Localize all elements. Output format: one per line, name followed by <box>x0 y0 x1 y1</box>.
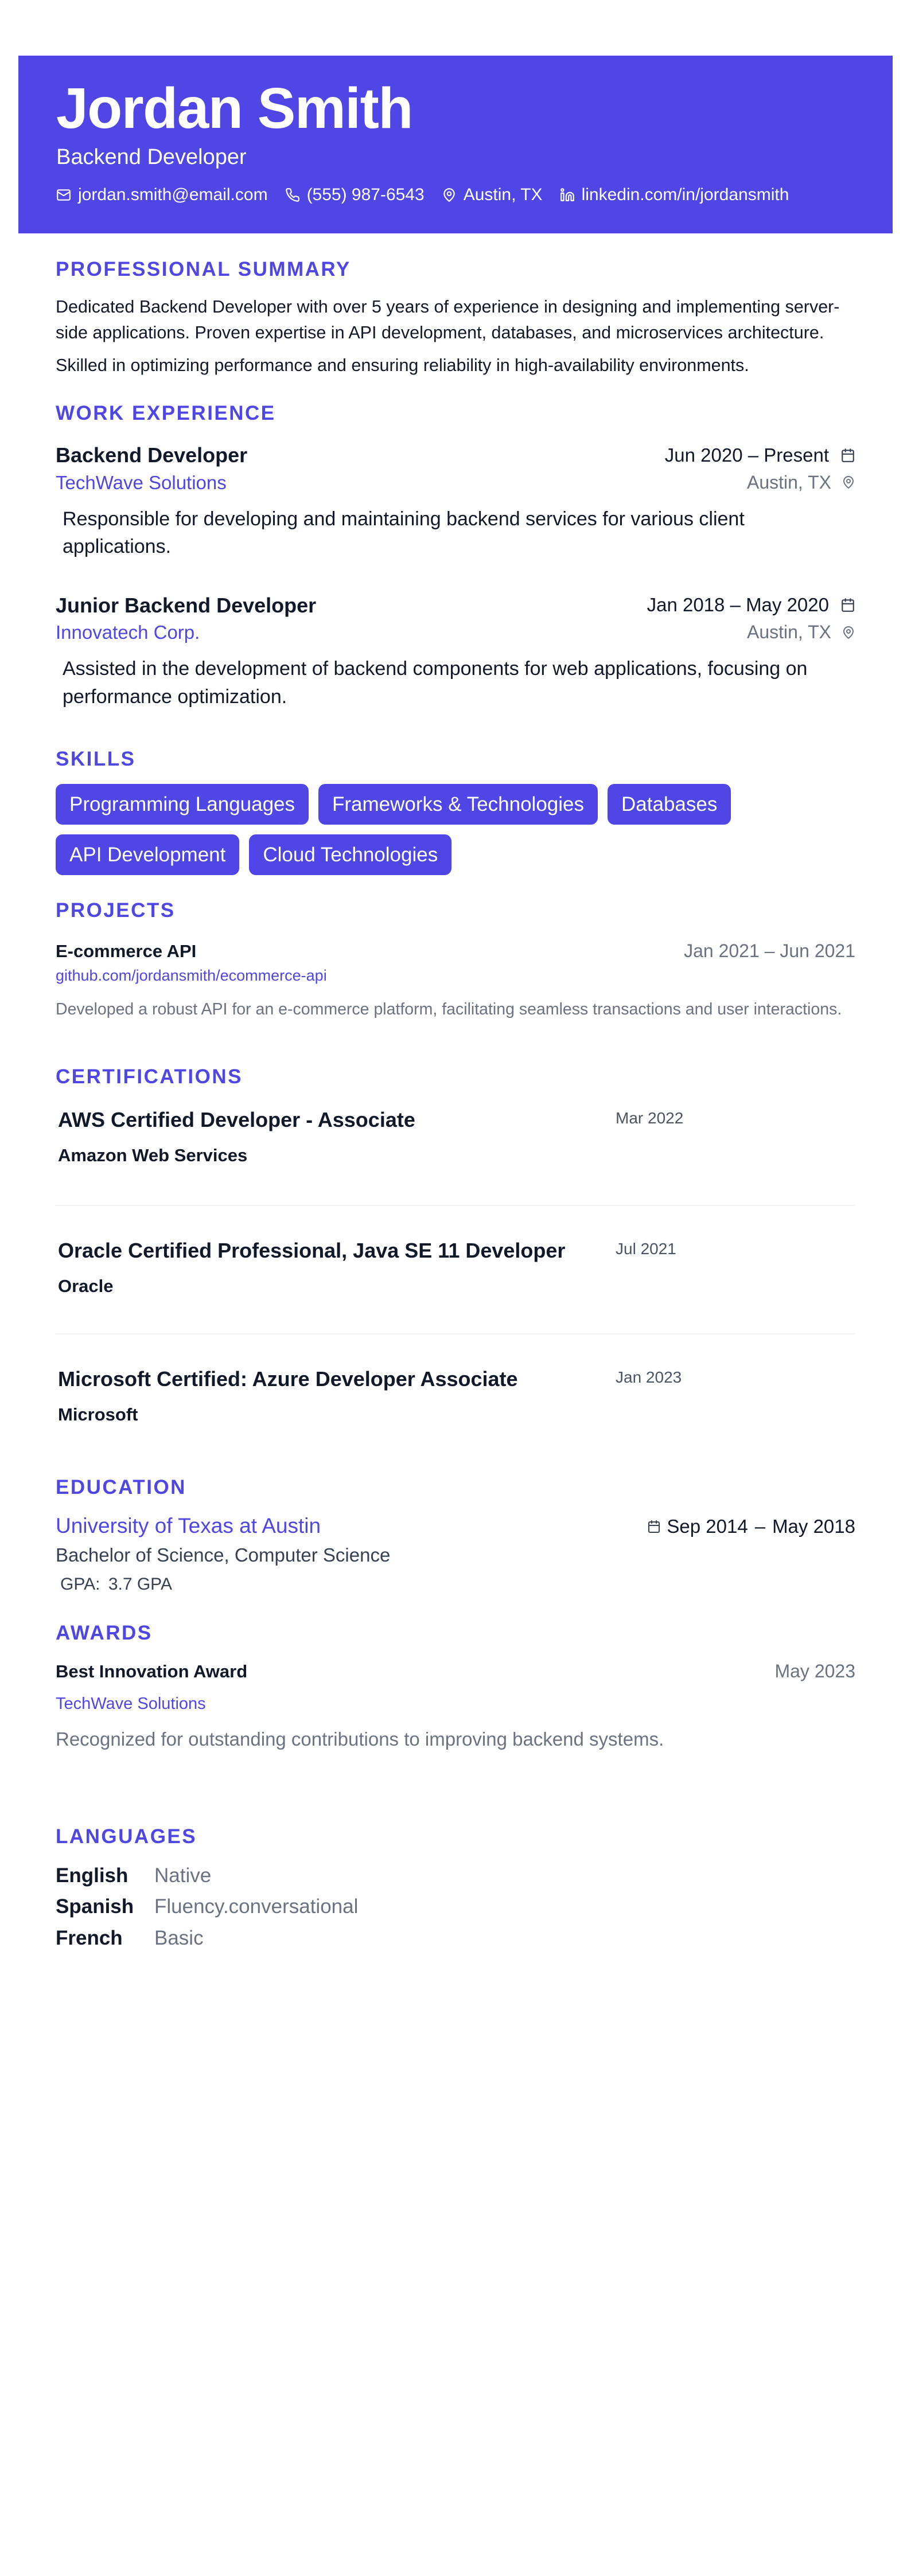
summary-section <box>56 257 855 378</box>
awards-heading: AWARDS <box>56 1622 153 1645</box>
language-level: Fluency.conversational <box>154 1895 359 1918</box>
job-entry <box>56 593 855 711</box>
degree: Bachelor of Science, Computer Science <box>56 1544 391 1566</box>
job-location <box>747 621 855 643</box>
job-location-text: Austin, TX <box>746 622 831 643</box>
project-name: E-commerce API <box>56 940 197 961</box>
resume-body <box>56 233 855 1954</box>
cert-title: AWS Certified Developer - Associate <box>58 1108 415 1132</box>
divider <box>56 1205 855 1206</box>
certifications-section <box>56 1065 855 1425</box>
job-dates-text: Jun 2020 – Present <box>664 444 829 466</box>
skill-tag: API Development <box>56 834 239 875</box>
candidate-name: Jordan Smith <box>56 76 412 140</box>
education-date-separator: – <box>754 1515 766 1537</box>
cert-entry <box>56 1367 855 1425</box>
award-entry <box>56 1660 855 1750</box>
map-pin-icon <box>842 626 855 639</box>
linkedin-icon <box>560 188 575 202</box>
envelope-icon <box>56 188 71 202</box>
certifications-heading: CERTIFICATIONS <box>56 1065 243 1088</box>
languages-section <box>56 1825 855 1954</box>
projects-section <box>56 899 855 1021</box>
education-end: May 2018 <box>772 1515 855 1537</box>
map-pin-icon <box>442 188 457 202</box>
project-entry <box>56 940 855 1021</box>
map-pin-icon <box>842 475 855 489</box>
awards-section <box>56 1621 855 1750</box>
contact-email[interactable] <box>56 185 268 205</box>
phone-text: (555) 987-6543 <box>306 185 425 204</box>
languages-list <box>56 1860 855 1954</box>
education-dates <box>647 1515 855 1538</box>
job-company: Innovatech Corp. <box>56 621 200 643</box>
cert-entry <box>56 1238 855 1333</box>
experience-section <box>56 401 855 711</box>
skills-tags <box>56 784 855 885</box>
language-row <box>56 1860 855 1891</box>
cert-date: Jan 2023 <box>616 1368 682 1387</box>
skill-tag: Frameworks & Technologies <box>318 784 598 825</box>
languages-heading: LANGUAGES <box>56 1825 197 1848</box>
job-dates <box>647 594 855 616</box>
skill-tag: Databases <box>608 784 731 825</box>
contact-linkedin[interactable] <box>560 185 789 205</box>
calendar-icon <box>840 598 855 612</box>
linkedin-text: linkedin.com/in/jordansmith <box>581 185 789 204</box>
skills-section <box>56 747 855 885</box>
summary-paragraph-2: Skilled in optimizing performance and ensuring reliability in high-availability environments. <box>56 356 749 376</box>
calendar-icon <box>840 448 855 463</box>
candidate-title: Backend Developer <box>56 145 247 169</box>
project-dates: Jan 2021 – Jun 2021 <box>684 940 855 961</box>
gpa-label: GPA: <box>60 1575 100 1594</box>
award-org: TechWave Solutions <box>56 1694 206 1713</box>
language-row <box>56 1891 855 1922</box>
education-heading: EDUCATION <box>56 1476 186 1499</box>
award-description: Recognized for outstanding contributions to improving backend systems. <box>56 1728 664 1750</box>
project-description: Developed a robust API for an e-commerce platform, facilitating seamless transactions and user interactions. <box>56 1000 842 1018</box>
cert-org: Microsoft <box>58 1404 138 1425</box>
cert-date: Jul 2021 <box>616 1240 676 1258</box>
award-title: Best Innovation Award <box>56 1661 248 1682</box>
divider <box>56 1333 855 1334</box>
job-description: Responsible for developing and maintaining backend services for various client applications. <box>63 508 745 558</box>
skill-tag: Programming Languages <box>56 784 309 825</box>
summary-heading: PROFESSIONAL SUMMARY <box>56 258 351 280</box>
job-location-text: Austin, TX <box>746 472 831 493</box>
gpa <box>56 1574 855 1595</box>
cert-title: Oracle Certified Professional, Java SE 11 Developer <box>58 1239 566 1263</box>
language-name: French <box>56 1926 123 1949</box>
email-text: jordan.smith@email.com <box>78 185 268 204</box>
cert-entry <box>56 1107 855 1205</box>
experience-heading: WORK EXPERIENCE <box>56 402 276 425</box>
language-level: Basic <box>154 1926 204 1949</box>
project-link[interactable]: github.com/jordansmith/ecommerce-api <box>56 967 327 985</box>
job-company: TechWave Solutions <box>56 471 227 493</box>
job-location <box>747 471 855 493</box>
award-date: May 2023 <box>774 1661 855 1682</box>
cert-date: Mar 2022 <box>616 1109 684 1127</box>
language-name: Spanish <box>56 1895 134 1918</box>
job-title: Junior Backend Developer <box>56 593 317 617</box>
skills-heading: SKILLS <box>56 748 136 770</box>
job-title: Backend Developer <box>56 443 248 467</box>
location-text: Austin, TX <box>463 185 543 204</box>
projects-heading: PROJECTS <box>56 899 176 922</box>
cert-org: Amazon Web Services <box>58 1145 248 1166</box>
language-name: English <box>56 1864 129 1887</box>
job-dates-text: Jan 2018 – May 2020 <box>647 594 829 616</box>
language-row <box>56 1923 855 1954</box>
phone-icon <box>285 188 300 202</box>
gpa-value: 3.7 GPA <box>108 1575 172 1594</box>
skill-tag: Cloud Technologies <box>249 834 451 875</box>
education-start: Sep 2014 <box>667 1515 748 1537</box>
contact-location <box>442 185 543 205</box>
job-entry <box>56 443 855 560</box>
cert-org: Oracle <box>58 1276 114 1297</box>
contact-phone[interactable] <box>285 185 425 205</box>
job-description: Assisted in the development of backend components for web applications, focusing on performance optimization. <box>63 658 808 708</box>
calendar-icon <box>647 1520 661 1533</box>
job-dates <box>665 444 855 467</box>
school-name: University of Texas at Austin <box>56 1514 321 1538</box>
contact-bar <box>56 185 855 205</box>
language-level: Native <box>154 1864 212 1887</box>
summary-paragraph-1: Dedicated Backend Developer with over 5 years of experience in designing and implementing server-side applications. Proven expertise in API development, databases, and microservices architecture. <box>56 297 840 343</box>
education-section <box>56 1476 855 1595</box>
cert-title: Microsoft Certified: Azure Developer Associate <box>58 1367 518 1391</box>
resume-header <box>18 56 893 233</box>
